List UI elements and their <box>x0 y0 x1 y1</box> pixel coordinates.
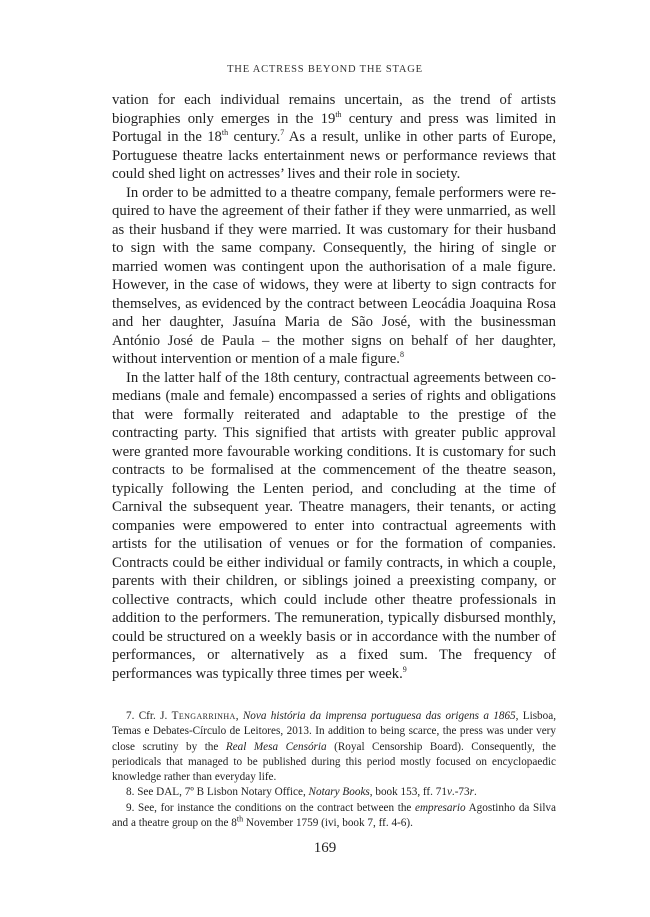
paragraph-3: In the latter half of the 18th century, contractual agreements between comedians (male and female) encompassed a series of rights and obligations that were formally reiterated and adaptable to the prestige of the contracting party. This signified that artists with greater public approval were granted more favourable working conditions. It is customary for such contracts to be formalised at the commencement of the theatre season, typically following the Lenten period, and concluding at the time of Carnival the subsequent year. Theatre managers, their tenants, or acting companies were empowered to enter into contractual agreements with artists for the utilisation of venues or for the formation of companies. Contracts could be either individual or family contracts, in which a couple, parents with their children, or siblings joined a preexisting company, or collective contracts, which could include other theatre professionals in addition to the performers. The remuneration, typically disbursed monthly, could be structured on a weekly basis or in accordance with the number of performances, or alternatively as a fixed sum. The frequency of performances was typically three times per week.$^9$ <box>112 369 556 682</box>
footnote-7: 7. Cfr. J. Tengarrinha, Nova história da imprensa portuguesa das origens a 1865, Lisboa, Temas e Debates-Círculo de Leitores, 2013. In addition to being scarce, the press was under very close scrutiny by the Real Mesa Censória (Royal Censorship Board). Consequently, the periodicals that managed to be published during this period mostly focused on encyclopaedic knowledge rather than everyday life. <box>112 710 557 784</box>
page-number: 169 <box>313 840 337 856</box>
footnote-ref-7: 7 <box>280 128 285 138</box>
running-header: THE ACTRESS BEYOND THE STAGE <box>227 64 423 75</box>
board-name: Real Mesa Censória <box>225 740 327 753</box>
footnote-9: 9. See, for instance the conditions on the contract between the empresario Agostinho da Silva and a theatre group on the 8th November 1759 (ivi, book 7, ff. 4-6). <box>112 801 556 830</box>
footnote-ref-9: 9 <box>402 664 407 674</box>
footnote-ref-8: 8 <box>399 350 404 360</box>
footnote-8: 8. See DAL, 7º B Lisbon Notary Office, Notary Books, book 153, ff. 71v.-73r. <box>126 786 477 799</box>
book-title: Nova história da imprensa portuguesa das origens a 1865 <box>242 710 516 722</box>
footnotes <box>112 709 556 831</box>
paragraph-2: In order to be admitted to a theatre company, female performers were required to have the agreement of their father if they were unmarried, as well as their husband if they were married. It was customary for their husband to sign with the same company. Consequently, the hiring of single or married women was contingent upon the authorisation of a male figure. However, in the case of widows, they were at liberty to sign contracts for themselves, as evidenced by the contract between Leocádia Joaquina Rosa and her daughter, Jasuína Maria de São José, with the businessman António José de Paula – the mother signs on behalf of her daughter, without intervention or mention of a male figure.$^8$ <box>112 184 556 367</box>
author-name: Tengarrinha <box>171 710 236 722</box>
main-text <box>112 91 556 683</box>
paragraph-1: vation for each individual remains uncertain, as the trend of artists biographies only emerges in the 19th century and press was limited in Portugal in the 18th century.$^7$ As a result, unlike in other parts of Europe, Portuguese theatre lacks entertainment news or performance reviews that could shed light on actresses’ lives and their role in society. <box>112 92 556 182</box>
